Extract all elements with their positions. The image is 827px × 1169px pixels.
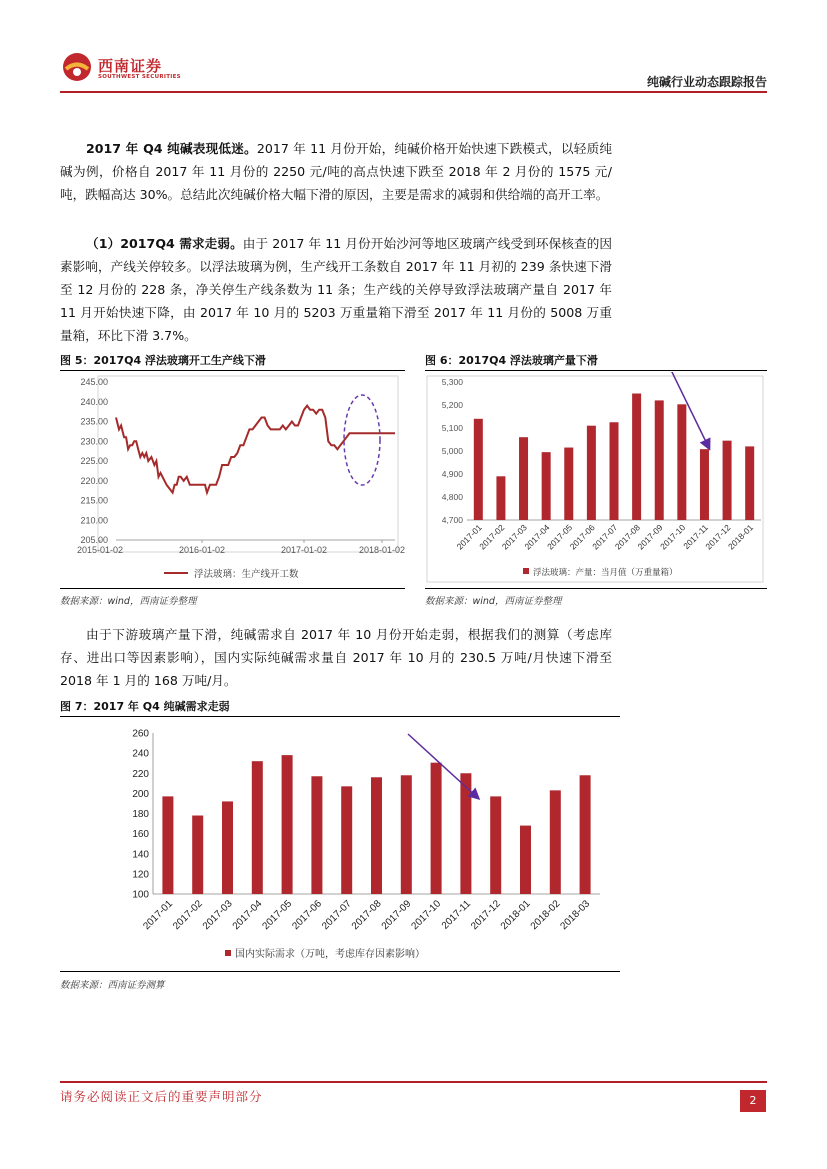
fig7-xtick-label: 2017-05 — [260, 898, 295, 933]
fig5-ytick-label: 235.00 — [80, 416, 108, 427]
fig5-xtick-label: 2015-01-02 — [76, 545, 124, 555]
fig6-xtick-label: 2017-02 — [477, 522, 507, 552]
fig7-bar — [311, 776, 322, 894]
fig6-bar — [632, 394, 641, 521]
fig6-bottom-rule — [425, 588, 767, 589]
fig5-top-rule — [60, 370, 405, 371]
fig7-chart — [60, 718, 620, 971]
fig7-ytick-label: 180 — [132, 809, 149, 820]
fig6-xtick-label: 2017-01 — [454, 522, 484, 552]
fig5-ytick-label: 230.00 — [80, 436, 108, 447]
fig6-bar — [564, 448, 573, 520]
fig5-ytick-label: 210.00 — [80, 515, 108, 526]
fig7-bar — [371, 777, 382, 894]
fig5-ytick-label: 220.00 — [80, 475, 108, 486]
fig5-xtick-label: 2018-01-02 — [358, 545, 405, 555]
paragraph-2-text: 由于 2017 年 11 月份开始沙河等地区玻璃产线受到环保核查的因素影响，产线关停较多。以浮法玻璃为例，生产线开工条数自 2017 年 11 月初的 239 条快速下滑至 12 月份的 228 条，净关停生产线条数为 11 条；生产线的关停导致浮法玻璃产量自 2017 年 11 月开始快速下降，由 2017 年 10 月的 5203 万重量箱下滑至 2017 年 11 月份的 5008 万重量箱，环比下滑 3.7%。 — [60, 236, 612, 343]
fig6-xtick-label: 2017-03 — [499, 522, 529, 552]
fig6-xtick-label: 2017-08 — [612, 522, 643, 552]
paragraph-2 — [60, 232, 612, 347]
fig7-title: 图 7：2017 年 Q4 纯碱需求走弱 — [60, 700, 230, 713]
fig6-ytick-label: 5,300 — [441, 377, 463, 387]
fig5-highlight-ellipse — [344, 395, 380, 485]
fig6-bar — [542, 452, 551, 520]
fig6-bar — [587, 426, 596, 520]
fig5-ytick-label: 245.00 — [80, 377, 108, 387]
logo-icon — [62, 52, 92, 82]
fig6-xtick-label: 2017-07 — [590, 522, 620, 552]
fig7-xtick-label: 2017-09 — [379, 898, 414, 933]
fig6-bar — [610, 422, 619, 520]
fig5-source: 数据来源：wind，西南证券整理 — [60, 596, 197, 607]
fig6-bar — [474, 419, 483, 520]
fig6-ytick-label: 4,900 — [441, 469, 463, 479]
fig7-ytick-label: 120 — [132, 869, 149, 881]
fig7-xtick-label: 2017-10 — [409, 898, 444, 933]
fig6-xtick-label: 2017-04 — [522, 522, 552, 552]
fig6-bar — [655, 400, 664, 520]
fig6-xtick-label: 2017-06 — [567, 522, 597, 552]
fig7-xtick-label: 2018-01 — [498, 898, 533, 933]
fig7-bar — [401, 775, 412, 894]
fig7-bar — [282, 755, 293, 894]
fig7-xtick-label: 2017-04 — [230, 898, 265, 933]
fig7-bar — [252, 761, 263, 894]
fig7-ytick-label: 140 — [132, 849, 149, 861]
fig7-xtick-label: 2018-02 — [528, 898, 563, 933]
fig6-xtick-label: 2017-10 — [658, 522, 688, 552]
fig5-xtick-label: 2017-01-02 — [280, 545, 328, 555]
fig7-legend-label: 国内实际需求（万吨，考虑库存因素影响） — [235, 949, 425, 960]
fig6-chart — [425, 372, 767, 588]
fig7-bar — [520, 826, 531, 894]
fig5-title: 图 5：2017Q4 浮法玻璃开工生产线下滑 — [60, 354, 266, 367]
fig7-bar — [580, 775, 591, 894]
fig7-bar — [162, 796, 173, 894]
fig6-bar — [496, 476, 505, 520]
fig7-xtick-label: 2017-08 — [349, 898, 384, 933]
paragraph-1-text: 2017 年 11 月份开始，纯碱价格开始快速下跌模式，以轻质纯碱为例，价格自 2017 年 11 月份的 2250 元/吨的高点快速下跌至 2018 年 2 月份的 1575 元/吨，跌幅高达 30%。总结此次纯碱价格大幅下滑的原因，主要是需求的减弱和供给端的高开工率。 — [60, 141, 612, 202]
fig7-top-rule — [60, 716, 620, 717]
fig6-xtick-label: 2018-01 — [725, 522, 756, 552]
fig6-xtick-label: 2017-05 — [545, 522, 575, 552]
fig7-xtick-label: 2017-02 — [171, 898, 205, 933]
fig5-legend-label: 浮法玻璃：生产线开工数 — [194, 569, 299, 580]
fig5-ytick-label: 215.00 — [80, 495, 108, 506]
fig5-series-line — [116, 406, 395, 493]
fig7-bar — [490, 796, 501, 894]
page-number: 2 — [740, 1090, 766, 1112]
fig7-ytick-label: 160 — [132, 829, 149, 841]
fig6-title: 图 6：2017Q4 浮法玻璃产量下滑 — [425, 354, 598, 367]
report-title: 纯碱行业动态跟踪报告 — [646, 75, 767, 89]
paragraph-1-lead: 2017 年 Q4 纯碱表现低迷。 — [86, 141, 257, 156]
fig6-xtick-label: 2017-11 — [681, 522, 710, 552]
fig5-plot-frame — [98, 376, 398, 552]
fig6-bar — [745, 446, 754, 520]
fig7-ytick-label: 260 — [132, 728, 149, 740]
fig7-xtick-label: 2017-01 — [141, 898, 176, 933]
fig5-ytick-label: 240.00 — [80, 396, 108, 407]
fig6-bar — [700, 449, 709, 520]
fig6-top-rule — [425, 370, 767, 371]
fig5-ytick-label: 205.00 — [80, 535, 108, 545]
fig7-ytick-label: 220 — [132, 768, 149, 780]
fig6-source: 数据来源：wind，西南证券整理 — [425, 596, 562, 607]
fig7-legend-swatch — [225, 950, 231, 956]
fig6-ytick-label: 5,000 — [441, 446, 463, 456]
paragraph-2-lead: （1）2017Q4 需求走弱。 — [86, 236, 243, 251]
fig7-bar — [550, 790, 561, 894]
fig7-bottom-rule — [60, 971, 620, 972]
fig7-ytick-label: 100 — [132, 889, 149, 901]
fig7-xtick-label: 2017-07 — [320, 898, 354, 933]
fig5-ytick-label: 225.00 — [80, 456, 108, 466]
fig7-bar — [222, 801, 233, 894]
fig6-ytick-label: 4,700 — [441, 515, 463, 525]
fig7-ytick-label: 200 — [132, 788, 149, 800]
paragraph-3: 由于下游玻璃产量下滑，纯碱需求自 2017 年 10 月份开始走弱，根据我们的测算（考虑库存、进出口等因素影响），国内实际纯碱需求量自 2017 年 10 月的 230.5 万吨/月快速下滑至 2018 年 1 月的 168 万吨/月。 — [60, 627, 612, 688]
fig6-ytick-label: 4,800 — [441, 492, 463, 502]
logo-subtext: SOUTHWEST SECURITIES — [98, 74, 181, 80]
footer-disclaimer: 请务必阅读正文后的重要声明部分 — [60, 1089, 263, 1104]
header-rule — [60, 91, 767, 93]
fig7-bar — [341, 786, 352, 894]
fig7-xtick-label: 2017-11 — [439, 898, 474, 932]
fig7-source: 数据来源：西南证券测算 — [60, 980, 165, 991]
fig7-xtick-label: 2018-03 — [558, 898, 593, 933]
fig5-bottom-rule — [60, 588, 405, 589]
fig6-ytick-label: 5,200 — [441, 400, 463, 410]
fig6-bar — [677, 404, 686, 520]
fig7-ytick-label: 240 — [132, 748, 149, 760]
fig7-xtick-label: 2017-06 — [290, 898, 325, 933]
fig7-bar — [192, 816, 203, 894]
fig6-xtick-label: 2017-12 — [703, 522, 733, 552]
fig7-xtick-label: 2017-12 — [469, 898, 503, 933]
fig6-bar — [723, 441, 732, 520]
fig6-bar — [519, 437, 528, 520]
fig5-xtick-label: 2016-01-02 — [178, 545, 226, 555]
logo-text: 西南证券 — [98, 57, 163, 75]
fig6-xtick-label: 2017-09 — [635, 522, 665, 552]
paragraph-1 — [60, 137, 612, 206]
fig7-trend-arrow — [408, 734, 478, 798]
fig6-legend-swatch — [523, 568, 529, 574]
footer-rule — [60, 1081, 767, 1083]
fig6-ytick-label: 5,100 — [441, 423, 463, 433]
fig5-chart — [60, 372, 405, 588]
fig7-bar — [431, 763, 442, 894]
fig7-xtick-label: 2017-03 — [200, 898, 235, 933]
fig6-trend-arrow — [671, 372, 709, 448]
fig6-legend-label: 浮法玻璃：产量：当月值（万重量箱） — [533, 567, 678, 577]
